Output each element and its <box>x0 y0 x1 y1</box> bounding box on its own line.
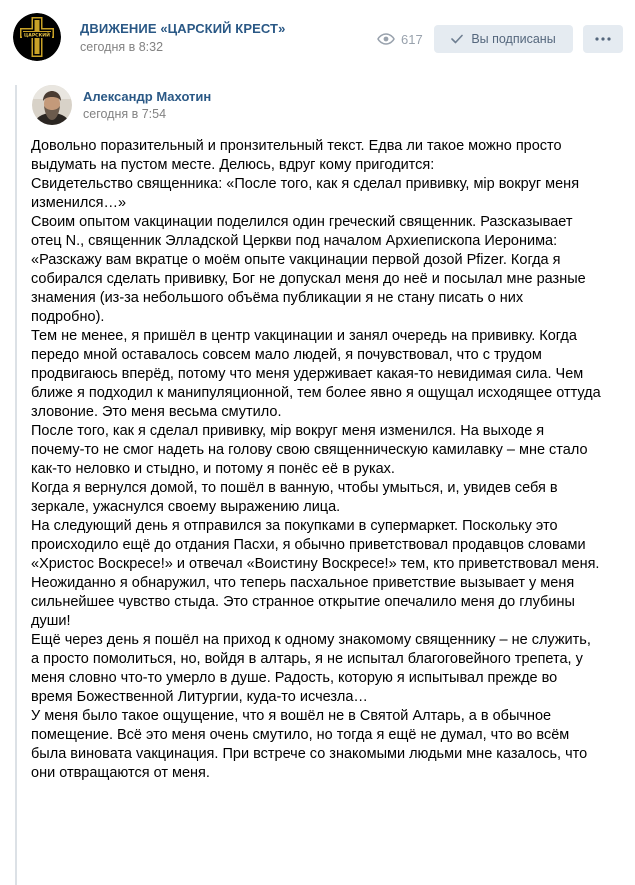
post-line: собирался сделать прививку, Бог не допускал меня до неё и посылал мне разные <box>31 271 586 287</box>
checkmark-icon <box>451 34 463 44</box>
repost-author-name[interactable]: Александр Махотин <box>83 89 212 104</box>
post-line: На следующий день я отправился за покупками в супермаркет. Поскольку это <box>31 518 558 534</box>
views-counter <box>377 29 423 49</box>
post-line: передо мной оставалось совсем мало людей, я почувствовал, что с трудом <box>31 347 542 363</box>
post-line: а просто помолиться, но, войдя в алтарь, я не испытал благоговейного трепета, у <box>31 651 583 667</box>
post-line: как-то неловко и стыдно, и потому я понёс её в руках. <box>31 461 395 477</box>
post-line: У меня было такое ощущение, что я вошёл не в Святой Алтарь, а в обычное <box>31 708 552 724</box>
post-line: Тем не менее, я пришёл в центр vакцинации и занял очередь на прививку. Когда <box>31 328 577 344</box>
post-line: отец N., священник Элладской Церкви под началом Архиепископа Иеронима: <box>31 233 558 249</box>
post-line: Своим опытом vакцинации поделился один греческий священник. Разсказывает <box>31 214 573 230</box>
more-dots-icon <box>595 37 611 41</box>
post-line: души! <box>31 613 71 629</box>
repost-indicator-line <box>15 85 17 885</box>
post-line: Когда я вернулся домой, то пошёл в ванную, чтобы умыться, и, увидев себя в <box>31 480 558 496</box>
post-line: помещение. Всё это меня очень смутило, но тогда я ещё не думал, что во всём <box>31 727 570 743</box>
post-line: продвигаюсь вперёд, потому что меня удерживает какая-то невидимая сила. Чем <box>31 366 584 382</box>
cross-logo-icon <box>13 13 61 61</box>
subscribed-button[interactable] <box>434 25 573 53</box>
eye-icon <box>377 33 395 45</box>
views-count: 617 <box>401 31 423 47</box>
more-actions-button[interactable] <box>583 25 623 53</box>
post-line: происходило ещё до отдания Пасхи, я обычно приветствовал продавцов словами <box>31 537 586 553</box>
post-line: зеркале, ужаснулся своему выражению лица. <box>31 499 341 515</box>
post-line: время Божественной Литургии, куда-то исчезла… <box>31 689 368 705</box>
post-line: ближе я подходил к манипуляционной, тем более явно я ощущал исходящее оттуда <box>31 385 601 401</box>
repost-timestamp[interactable]: сегодня в 7:54 <box>83 107 167 121</box>
post-line: почему-то не смог надеть на голову свою священническую камилавку – мне стало <box>31 442 588 458</box>
post-line: знамения (из-за небольшого объёма публикации я не стану писать о них <box>31 290 524 306</box>
group-name-link[interactable]: ДВИЖЕНИЕ «ЦАРСКИЙ КРЕСТ» <box>80 21 286 36</box>
post-body <box>31 137 631 783</box>
post-line: подробно). <box>31 309 105 325</box>
post-line: зловоние. Это меня весьма смутило. <box>31 404 282 420</box>
post-header <box>0 0 635 70</box>
post-line: «Христос Воскресе!» и отвечал «Воистину Воскресе!» тем, кто приветствовал меня. <box>31 556 600 572</box>
group-avatar[interactable] <box>13 13 61 61</box>
post-line: «Разскажу вам вкратце о моём опыте vакцинации первой дозой Pfizer. Когда я <box>31 252 561 268</box>
post-line: сильнейшее чувство стыда. Это странное открытие опечалило меня до глубины <box>31 594 575 610</box>
repost-author-avatar[interactable] <box>32 85 72 125</box>
post-line: выдумать на пустом месте. Делюсь, вдруг кому пригодится: <box>31 157 435 173</box>
post-line: они отвращаются от меня. <box>31 765 210 781</box>
post-line: Ещё через день я пошёл на приход к одному знакомому священнику – не служить, <box>31 632 591 648</box>
post-line: Довольно поразительный и пронзительный текст. Едва ли такое можно просто <box>31 138 562 154</box>
post-line: была виновата vакцинация. При встрече со знакомыми людьми мне казалось, что <box>31 746 588 762</box>
post-line: изменился…» <box>31 195 127 211</box>
subscribed-label: Вы подписаны <box>471 32 556 46</box>
svg-text:ЦАРСКИЙ: ЦАРСКИЙ <box>24 33 50 39</box>
post-line: Неожиданно я обнаружил, что теперь пасхальное приветствие вызывает у меня <box>31 575 575 591</box>
post-line: После того, как я сделал прививку, мiр вокруг меня изменился. На выходе я <box>31 423 545 439</box>
author-photo-icon <box>32 85 72 125</box>
post-line: Свидетельство священника: «После того, как я сделал прививку, мiр вокруг меня <box>31 176 580 192</box>
post-line: меня словно что-то умерло в душе. Радость, которую я испытывал прежде во <box>31 670 558 686</box>
post-timestamp[interactable]: сегодня в 8:32 <box>80 40 164 54</box>
